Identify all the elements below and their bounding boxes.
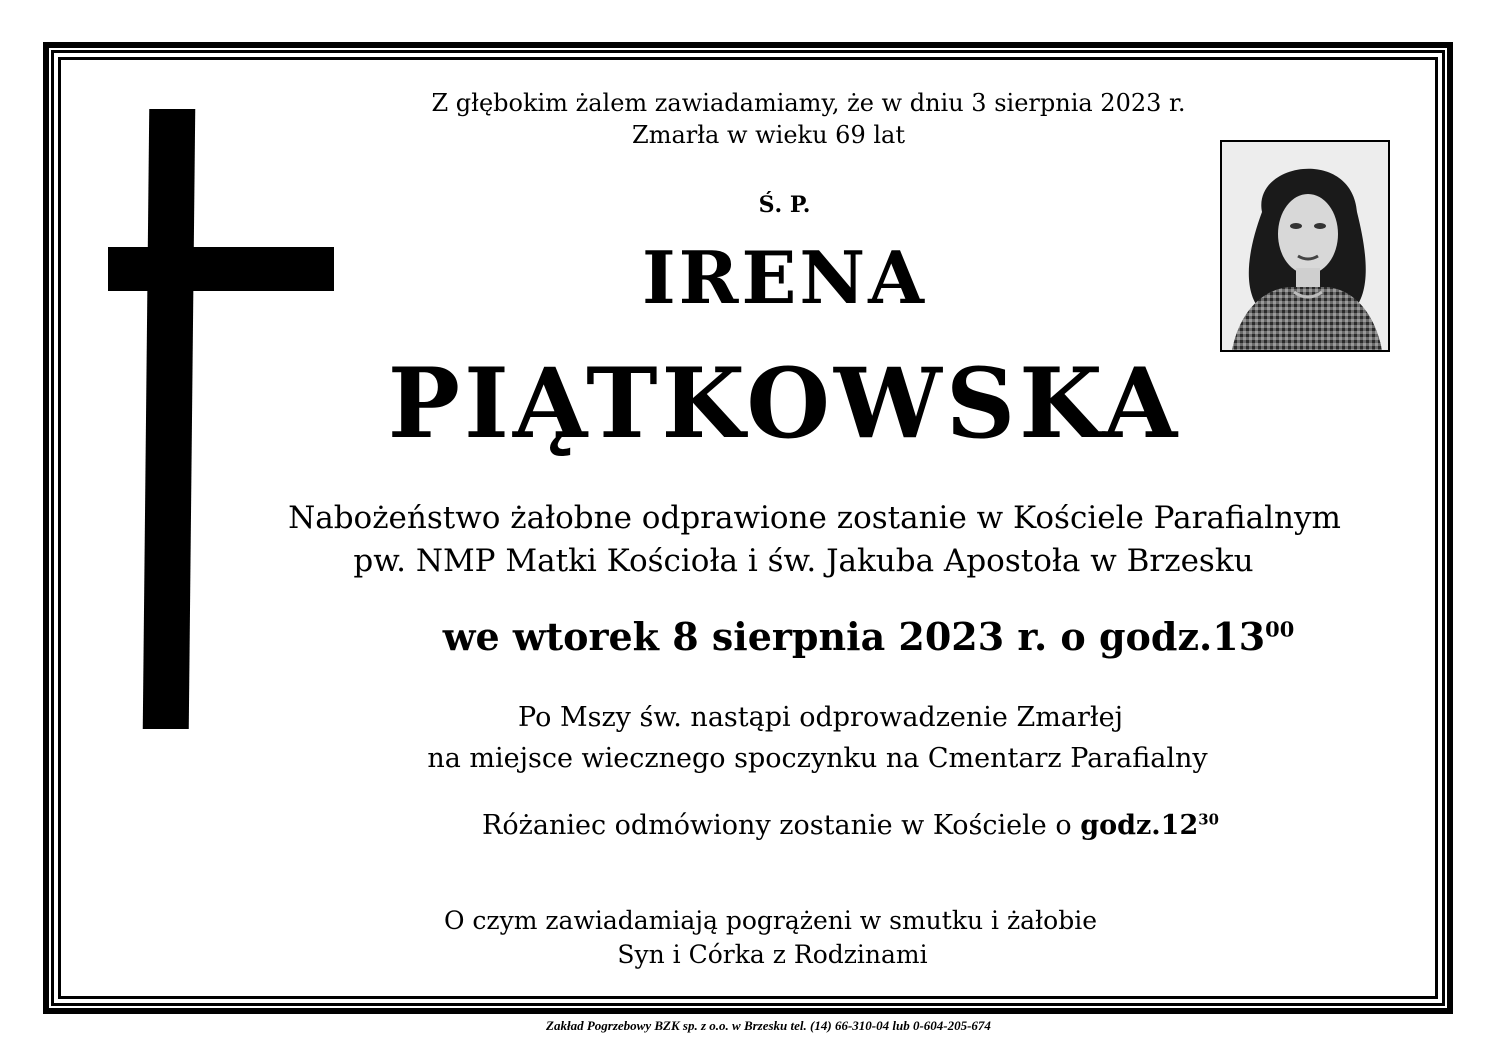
service-line-2: pw. NMP Matki Kościoła i św. Jakuba Apostoła w Brzesku [353,543,1254,579]
rosary-text: Różaniec odmówiony zostanie w Kościele o [482,810,1081,841]
burial-line-2: na miejsce wiecznego spoczynku na Cmentarz Parafialny [427,743,1208,774]
funeral-date-text: we wtorek 8 sierpnia 2023 r. o godz.13 [442,614,1266,659]
funeral-home-footer: Zakład Pogrzebowy BZK sp. z o.o. w Brzesku tel. (14) 66-310-04 lub 0-604-205-674 [546,1018,991,1033]
rosary-time: godz.12 [1080,810,1199,841]
intro-line-1: Z głębokim żalem zawiadamiamy, że w dniu 3 sierpnia 2023 r. [431,89,1186,117]
portrait-photo [1220,140,1390,352]
intro-line-2: Zmarła w wieku 69 lat [632,121,905,149]
funeral-date [120,614,1497,659]
portrait-image [1222,142,1388,350]
service-line-1: Nabożeństwo żałobne odprawione zostanie w Kościele Parafialnym [288,500,1341,536]
mourners-line-1: O czym zawiadamiają pogrążeni w smutku i żałobie [443,906,1097,935]
honorific: Ś. P. [758,192,811,218]
rosary-info [102,810,1497,841]
rosary-minutes: 30 [1198,810,1219,829]
mourners-line-2: Syn i Córka z Rodzinami [617,940,928,969]
funeral-date-minutes: 00 [1265,616,1295,642]
deceased-first-name: IRENA [641,235,928,320]
deceased-last-name: PIĄTKOWSKA [387,347,1182,460]
burial-line-1: Po Mszy św. nastąpi odprowadzenie Zmarłej [518,702,1123,733]
